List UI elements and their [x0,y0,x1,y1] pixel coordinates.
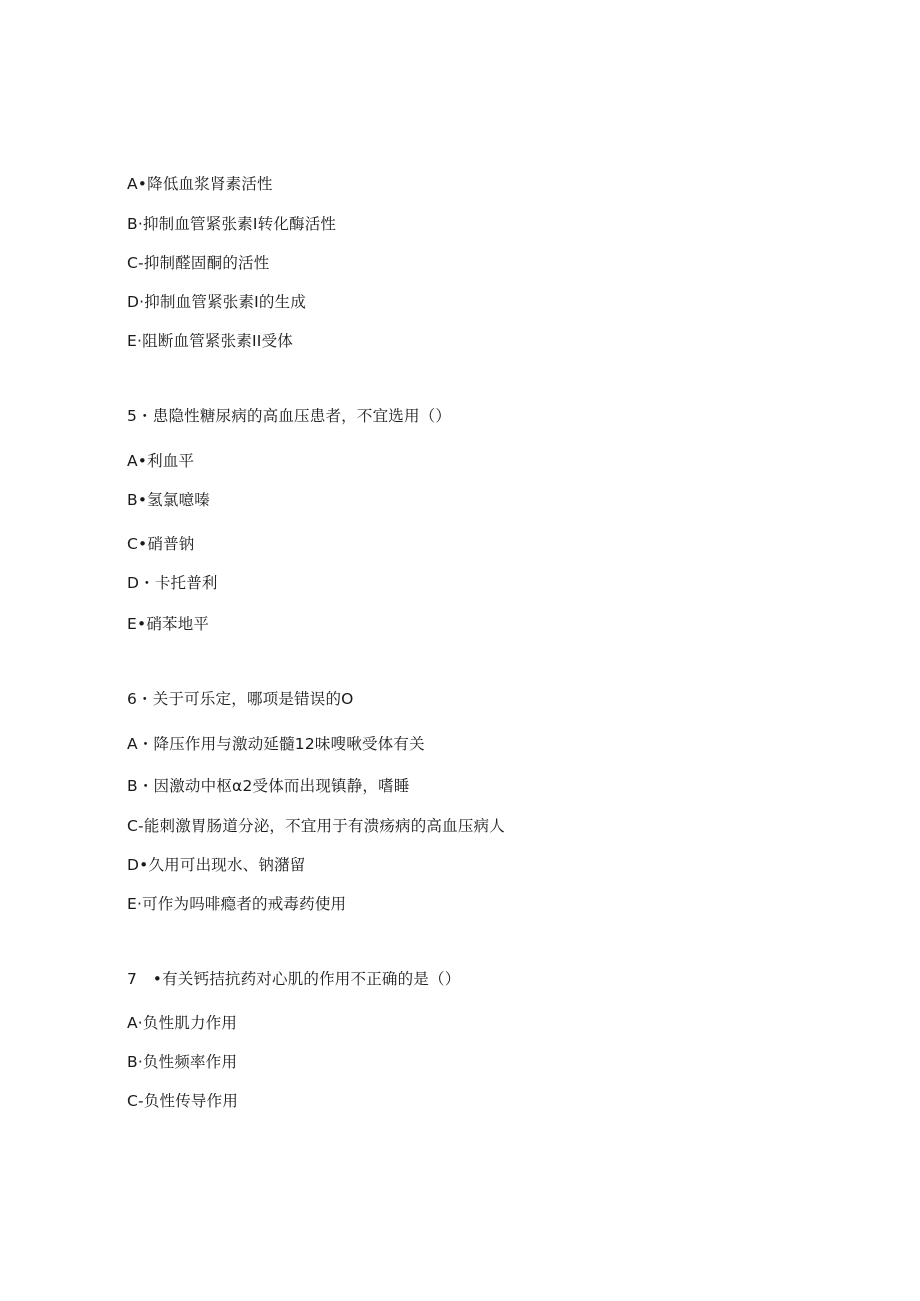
option-line: B·负性频率作用 [127,1053,238,1071]
option-line: E•硝苯地平 [127,615,210,633]
option-line: A•降低血浆肾素活性 [127,175,273,193]
option-line: E·阻断血管紧张素II受体 [127,332,293,350]
option-line: D·抑制血管紧张素I的生成 [127,293,307,311]
question-text: 5・患隐性糖尿病的高血压患者，不宜选用（） [127,407,452,425]
option-line: B・因激动中枢α2受体而出现镇静，嗜睡 [127,777,410,795]
option-line: A·负性肌力作用 [127,1014,238,1032]
question-text: 6・关于可乐定，哪项是错误的O [127,690,354,708]
option-line: C-负性传导作用 [127,1092,239,1110]
option-line: D・卡托普利 [127,574,218,592]
option-line: A・降压作用与激动延髓12味嗖啾受体有关 [127,735,425,753]
option-line: E·可作为吗啡瘾者的戒毒药使用 [127,895,347,913]
option-line: B·抑制血管紧张素I转化酶活性 [127,215,337,233]
option-line: C-能刺激胃肠道分泌，不宜用于有溃疡病的高血压病人 [127,817,505,835]
option-line: C-抑制醛固酮的活性 [127,254,270,272]
option-line: C•硝普钠 [127,535,195,553]
option-line: B•氢氯噫嗪 [127,491,210,509]
option-line: A•利血平 [127,452,195,470]
option-line: D•久用可出现水、钠潴留 [127,856,306,874]
question-text: 7 •有关钙拮抗药对心肌的作用不正确的是（） [127,970,461,988]
